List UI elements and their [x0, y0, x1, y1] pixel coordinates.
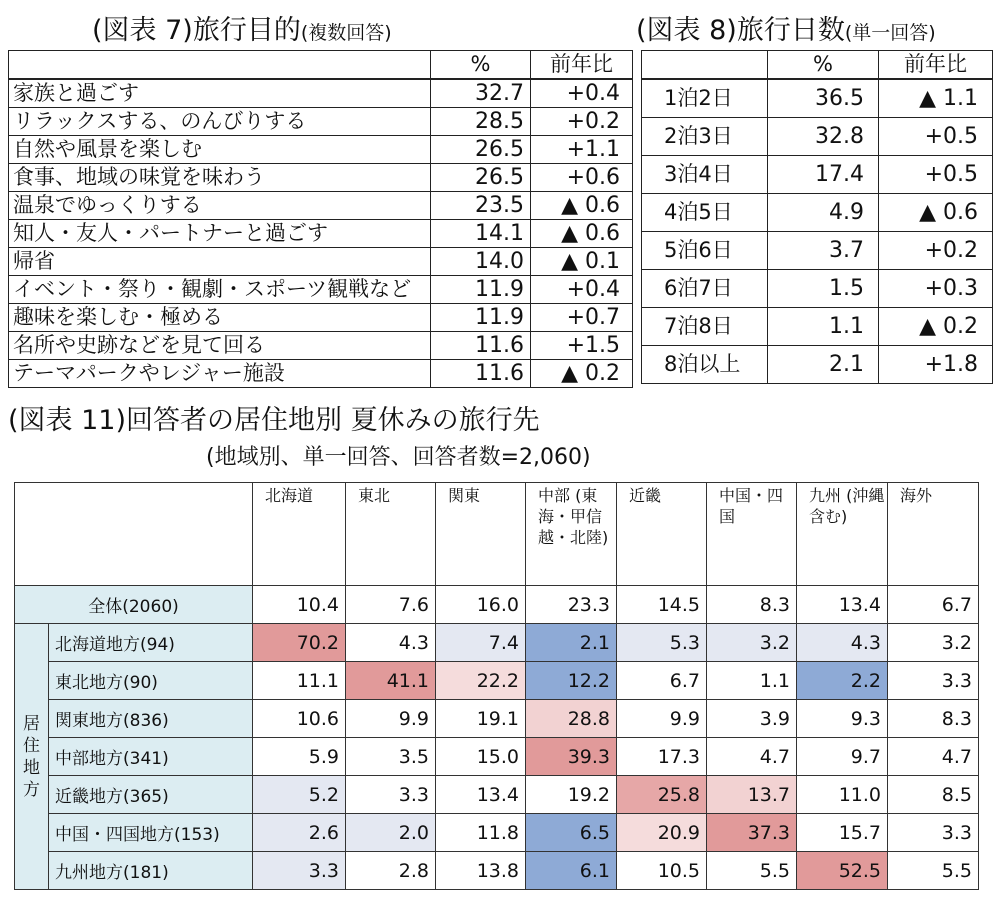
fig11-region-row [15, 662, 979, 700]
fig7-row-pct: 14.1 [431, 220, 531, 248]
fig7-row-label: 知人・友人・パートナーと過ごす [9, 220, 431, 248]
fig8-header-chg: 前年比 [879, 51, 993, 80]
fig11-cell: 37.3 [707, 814, 797, 852]
fig11-column-header: 東北 [346, 483, 436, 586]
fig7-row [9, 164, 633, 192]
fig11-cell: 15.0 [436, 738, 526, 776]
fig11-region-row [15, 624, 979, 662]
fig11-cell: 3.3 [346, 776, 436, 814]
fig11-cell: 41.1 [346, 662, 436, 700]
fig11-cell: 3.2 [888, 624, 979, 662]
fig11-cell: 22.2 [436, 662, 526, 700]
fig7-row-label: イベント・祭り・観劇・スポーツ観戦など [9, 276, 431, 304]
fig7-row-pct: 23.5 [431, 192, 531, 220]
fig11-cell: 9.3 [797, 700, 888, 738]
fig11-cell: 3.2 [707, 624, 797, 662]
fig7-row [9, 276, 633, 304]
fig11-cell: 19.1 [436, 700, 526, 738]
fig7-row-pct: 32.7 [431, 79, 531, 108]
fig8-row-label: 7泊8日 [642, 308, 768, 346]
fig11-cell: 4.3 [797, 624, 888, 662]
fig7-title-block [92, 8, 392, 47]
fig11-title: (図表 11)回答者の居住地別 夏休みの旅行先 [8, 405, 540, 436]
fig7-row-pct: 14.0 [431, 248, 531, 276]
fig11-region-row [15, 738, 979, 776]
fig11-region-label: 関東地方(836) [49, 700, 253, 738]
fig11-cell: 8.3 [888, 700, 979, 738]
fig7-row-label: 家族と過ごす [9, 79, 431, 108]
fig11-cell: 9.9 [617, 700, 707, 738]
fig7-row-chg: +0.4 [531, 276, 633, 304]
fig7-row-pct: 11.9 [431, 304, 531, 332]
fig11-column-header: 北海道 [253, 483, 346, 586]
fig7-row-chg: ▲ 0.1 [531, 248, 633, 276]
fig11-column-header: 近畿 [617, 483, 707, 586]
fig11-cell: 6.5 [526, 814, 617, 852]
fig8-title: (図表 8)旅行日数 [636, 15, 845, 46]
fig7-row-chg: +0.6 [531, 164, 633, 192]
fig11-cell: 25.8 [617, 776, 707, 814]
fig7-row [9, 136, 633, 164]
fig8-row [642, 232, 993, 270]
fig7-row-label: 温泉でゆっくりする [9, 192, 431, 220]
fig8-row-label: 5泊6日 [642, 232, 768, 270]
fig11-cell: 17.3 [617, 738, 707, 776]
fig8-row-label: 8泊以上 [642, 346, 768, 384]
fig7-row [9, 304, 633, 332]
fig11-cell: 1.1 [707, 662, 797, 700]
fig7-row-chg: ▲ 0.6 [531, 220, 633, 248]
fig11-column-header: 中国・四国 [707, 483, 797, 586]
fig7-header-pct: % [431, 51, 531, 80]
fig7-row-chg: +1.1 [531, 136, 633, 164]
fig11-cell: 2.0 [346, 814, 436, 852]
fig11-total-cell: 13.4 [797, 586, 888, 624]
fig11-region-label: 東北地方(90) [49, 662, 253, 700]
fig8-row-chg: ▲ 0.2 [879, 308, 993, 346]
fig8-row-pct: 3.7 [768, 232, 879, 270]
fig11-cell: 2.8 [346, 852, 436, 890]
fig11-cell: 3.3 [888, 814, 979, 852]
fig7-header-blank [9, 51, 431, 80]
fig11-cell: 6.7 [617, 662, 707, 700]
fig11-cell: 5.3 [617, 624, 707, 662]
fig8-row-chg: +1.8 [879, 346, 993, 384]
fig7-row [9, 220, 633, 248]
fig11-cell: 5.2 [253, 776, 346, 814]
fig11-column-header: 中部 (東海・甲信越・北陸) [526, 483, 617, 586]
fig8-row [642, 194, 993, 232]
fig11-cell: 5.5 [707, 852, 797, 890]
fig8-row-label: 4泊5日 [642, 194, 768, 232]
fig11-subtitle: (地域別、単一回答、回答者数=2,060) [206, 445, 591, 470]
fig7-subtitle: (複数回答) [300, 22, 392, 44]
fig11-column-header: 関東 [436, 483, 526, 586]
fig8-row-chg: +0.2 [879, 232, 993, 270]
fig11-table [14, 482, 979, 890]
fig11-cell: 12.2 [526, 662, 617, 700]
fig7-row-label: 趣味を楽しむ・極める [9, 304, 431, 332]
fig11-cell: 4.7 [707, 738, 797, 776]
fig11-total-cell: 6.7 [888, 586, 979, 624]
fig7-row-pct: 28.5 [431, 108, 531, 136]
fig11-cell: 15.7 [797, 814, 888, 852]
fig8-table [641, 50, 993, 384]
fig11-group-label [15, 624, 49, 890]
fig11-cell: 52.5 [797, 852, 888, 890]
fig11-cell: 6.1 [526, 852, 617, 890]
fig11-total-row [15, 586, 979, 624]
fig8-row-pct: 32.8 [768, 118, 879, 156]
fig8-header-blank [642, 51, 768, 80]
fig8-row-pct: 17.4 [768, 156, 879, 194]
fig8-row-chg: ▲ 1.1 [879, 79, 993, 118]
fig7-header-row [9, 51, 633, 80]
fig7-row-label: リラックスする、のんびりする [9, 108, 431, 136]
fig11-cell: 19.2 [526, 776, 617, 814]
fig11-total-label: 全体(2060) [15, 586, 253, 624]
fig11-cell: 10.6 [253, 700, 346, 738]
fig11-cell: 9.7 [797, 738, 888, 776]
fig11-column-header: 海外 [888, 483, 979, 586]
fig7-row-pct: 11.9 [431, 276, 531, 304]
fig11-cell: 11.8 [436, 814, 526, 852]
fig11-region-row [15, 814, 979, 852]
fig11-cell: 28.8 [526, 700, 617, 738]
fig7-row-chg: +1.5 [531, 332, 633, 360]
fig7-row-chg: ▲ 0.2 [531, 360, 633, 388]
fig7-row [9, 248, 633, 276]
fig11-total-cell: 8.3 [707, 586, 797, 624]
fig8-row-label: 3泊4日 [642, 156, 768, 194]
fig11-cell: 4.7 [888, 738, 979, 776]
fig7-row-label: 自然や風景を楽しむ [9, 136, 431, 164]
fig11-region-row [15, 776, 979, 814]
fig7-row [9, 332, 633, 360]
fig8-row-label: 2泊3日 [642, 118, 768, 156]
fig8-row-pct: 1.1 [768, 308, 879, 346]
fig8-header-row [642, 51, 993, 80]
fig8-row [642, 79, 993, 118]
fig11-cell: 9.9 [346, 700, 436, 738]
fig11-column-header: 九州 (沖縄含む) [797, 483, 888, 586]
fig11-region-label: 北海道地方(94) [49, 624, 253, 662]
fig11-cell: 11.1 [253, 662, 346, 700]
fig11-cell: 11.0 [797, 776, 888, 814]
fig7-row [9, 108, 633, 136]
fig11-total-cell: 10.4 [253, 586, 346, 624]
fig7-row [9, 79, 633, 108]
fig11-cell: 3.3 [253, 852, 346, 890]
fig8-row-pct: 1.5 [768, 270, 879, 308]
fig11-cell: 3.9 [707, 700, 797, 738]
fig11-header-corner [15, 483, 253, 586]
fig8-row [642, 156, 993, 194]
fig11-header-row [15, 483, 979, 586]
fig11-cell: 3.5 [346, 738, 436, 776]
fig11-total-cell: 7.6 [346, 586, 436, 624]
fig7-row [9, 360, 633, 388]
fig11-cell: 13.7 [707, 776, 797, 814]
fig7-table [8, 50, 633, 388]
fig8-row-label: 1泊2日 [642, 79, 768, 118]
fig11-cell: 7.4 [436, 624, 526, 662]
fig11-total-cell: 16.0 [436, 586, 526, 624]
fig8-row-chg: +0.3 [879, 270, 993, 308]
fig8-row [642, 118, 993, 156]
fig7-row-label: テーマパークやレジャー施設 [9, 360, 431, 388]
fig7-row-chg: ▲ 0.6 [531, 192, 633, 220]
fig7-row-pct: 26.5 [431, 136, 531, 164]
fig11-cell: 70.2 [253, 624, 346, 662]
fig8-row-pct: 2.1 [768, 346, 879, 384]
fig7-row-pct: 11.6 [431, 332, 531, 360]
fig8-row-chg: +0.5 [879, 118, 993, 156]
fig7-row-chg: +0.7 [531, 304, 633, 332]
fig7-row-chg: +0.4 [531, 79, 633, 108]
fig7-row-label: 名所や史跡などを見て回る [9, 332, 431, 360]
fig11-cell: 39.3 [526, 738, 617, 776]
fig11-region-row [15, 700, 979, 738]
fig11-region-row [15, 852, 979, 890]
fig8-row-pct: 4.9 [768, 194, 879, 232]
fig8-row [642, 308, 993, 346]
fig11-cell: 20.9 [617, 814, 707, 852]
fig11-total-cell: 14.5 [617, 586, 707, 624]
fig11-region-label: 九州地方(181) [49, 852, 253, 890]
fig8-row-chg: +0.5 [879, 156, 993, 194]
fig11-cell: 2.1 [526, 624, 617, 662]
fig11-cell: 8.5 [888, 776, 979, 814]
fig11-cell: 13.4 [436, 776, 526, 814]
fig8-row-chg: ▲ 0.6 [879, 194, 993, 232]
fig7-row-pct: 26.5 [431, 164, 531, 192]
fig11-group-label-text: 居住地方 [23, 713, 40, 800]
fig7-row-label: 帰省 [9, 248, 431, 276]
fig11-total-cell: 23.3 [526, 586, 617, 624]
fig8-row [642, 270, 993, 308]
fig7-header-chg: 前年比 [531, 51, 633, 80]
fig7-row-chg: +0.2 [531, 108, 633, 136]
fig8-row-pct: 36.5 [768, 79, 879, 118]
fig7-row-pct: 11.6 [431, 360, 531, 388]
fig11-cell: 5.5 [888, 852, 979, 890]
fig11-cell: 5.9 [253, 738, 346, 776]
fig11-region-label: 中部地方(341) [49, 738, 253, 776]
fig8-title-block [636, 8, 936, 47]
fig11-cell: 4.3 [346, 624, 436, 662]
fig11-cell: 3.3 [888, 662, 979, 700]
fig11-region-label: 中国・四国地方(153) [49, 814, 253, 852]
fig8-row-label: 6泊7日 [642, 270, 768, 308]
fig8-header-pct: % [768, 51, 879, 80]
fig11-cell: 13.8 [436, 852, 526, 890]
fig8-subtitle: (単一回答) [844, 22, 936, 44]
fig11-cell: 2.2 [797, 662, 888, 700]
fig11-cell: 2.6 [253, 814, 346, 852]
fig11-region-label: 近畿地方(365) [49, 776, 253, 814]
fig8-row [642, 346, 993, 384]
fig7-title: (図表 7)旅行目的 [92, 15, 301, 46]
fig7-row [9, 192, 633, 220]
fig11-cell: 10.5 [617, 852, 707, 890]
fig7-row-label: 食事、地域の味覚を味わう [9, 164, 431, 192]
